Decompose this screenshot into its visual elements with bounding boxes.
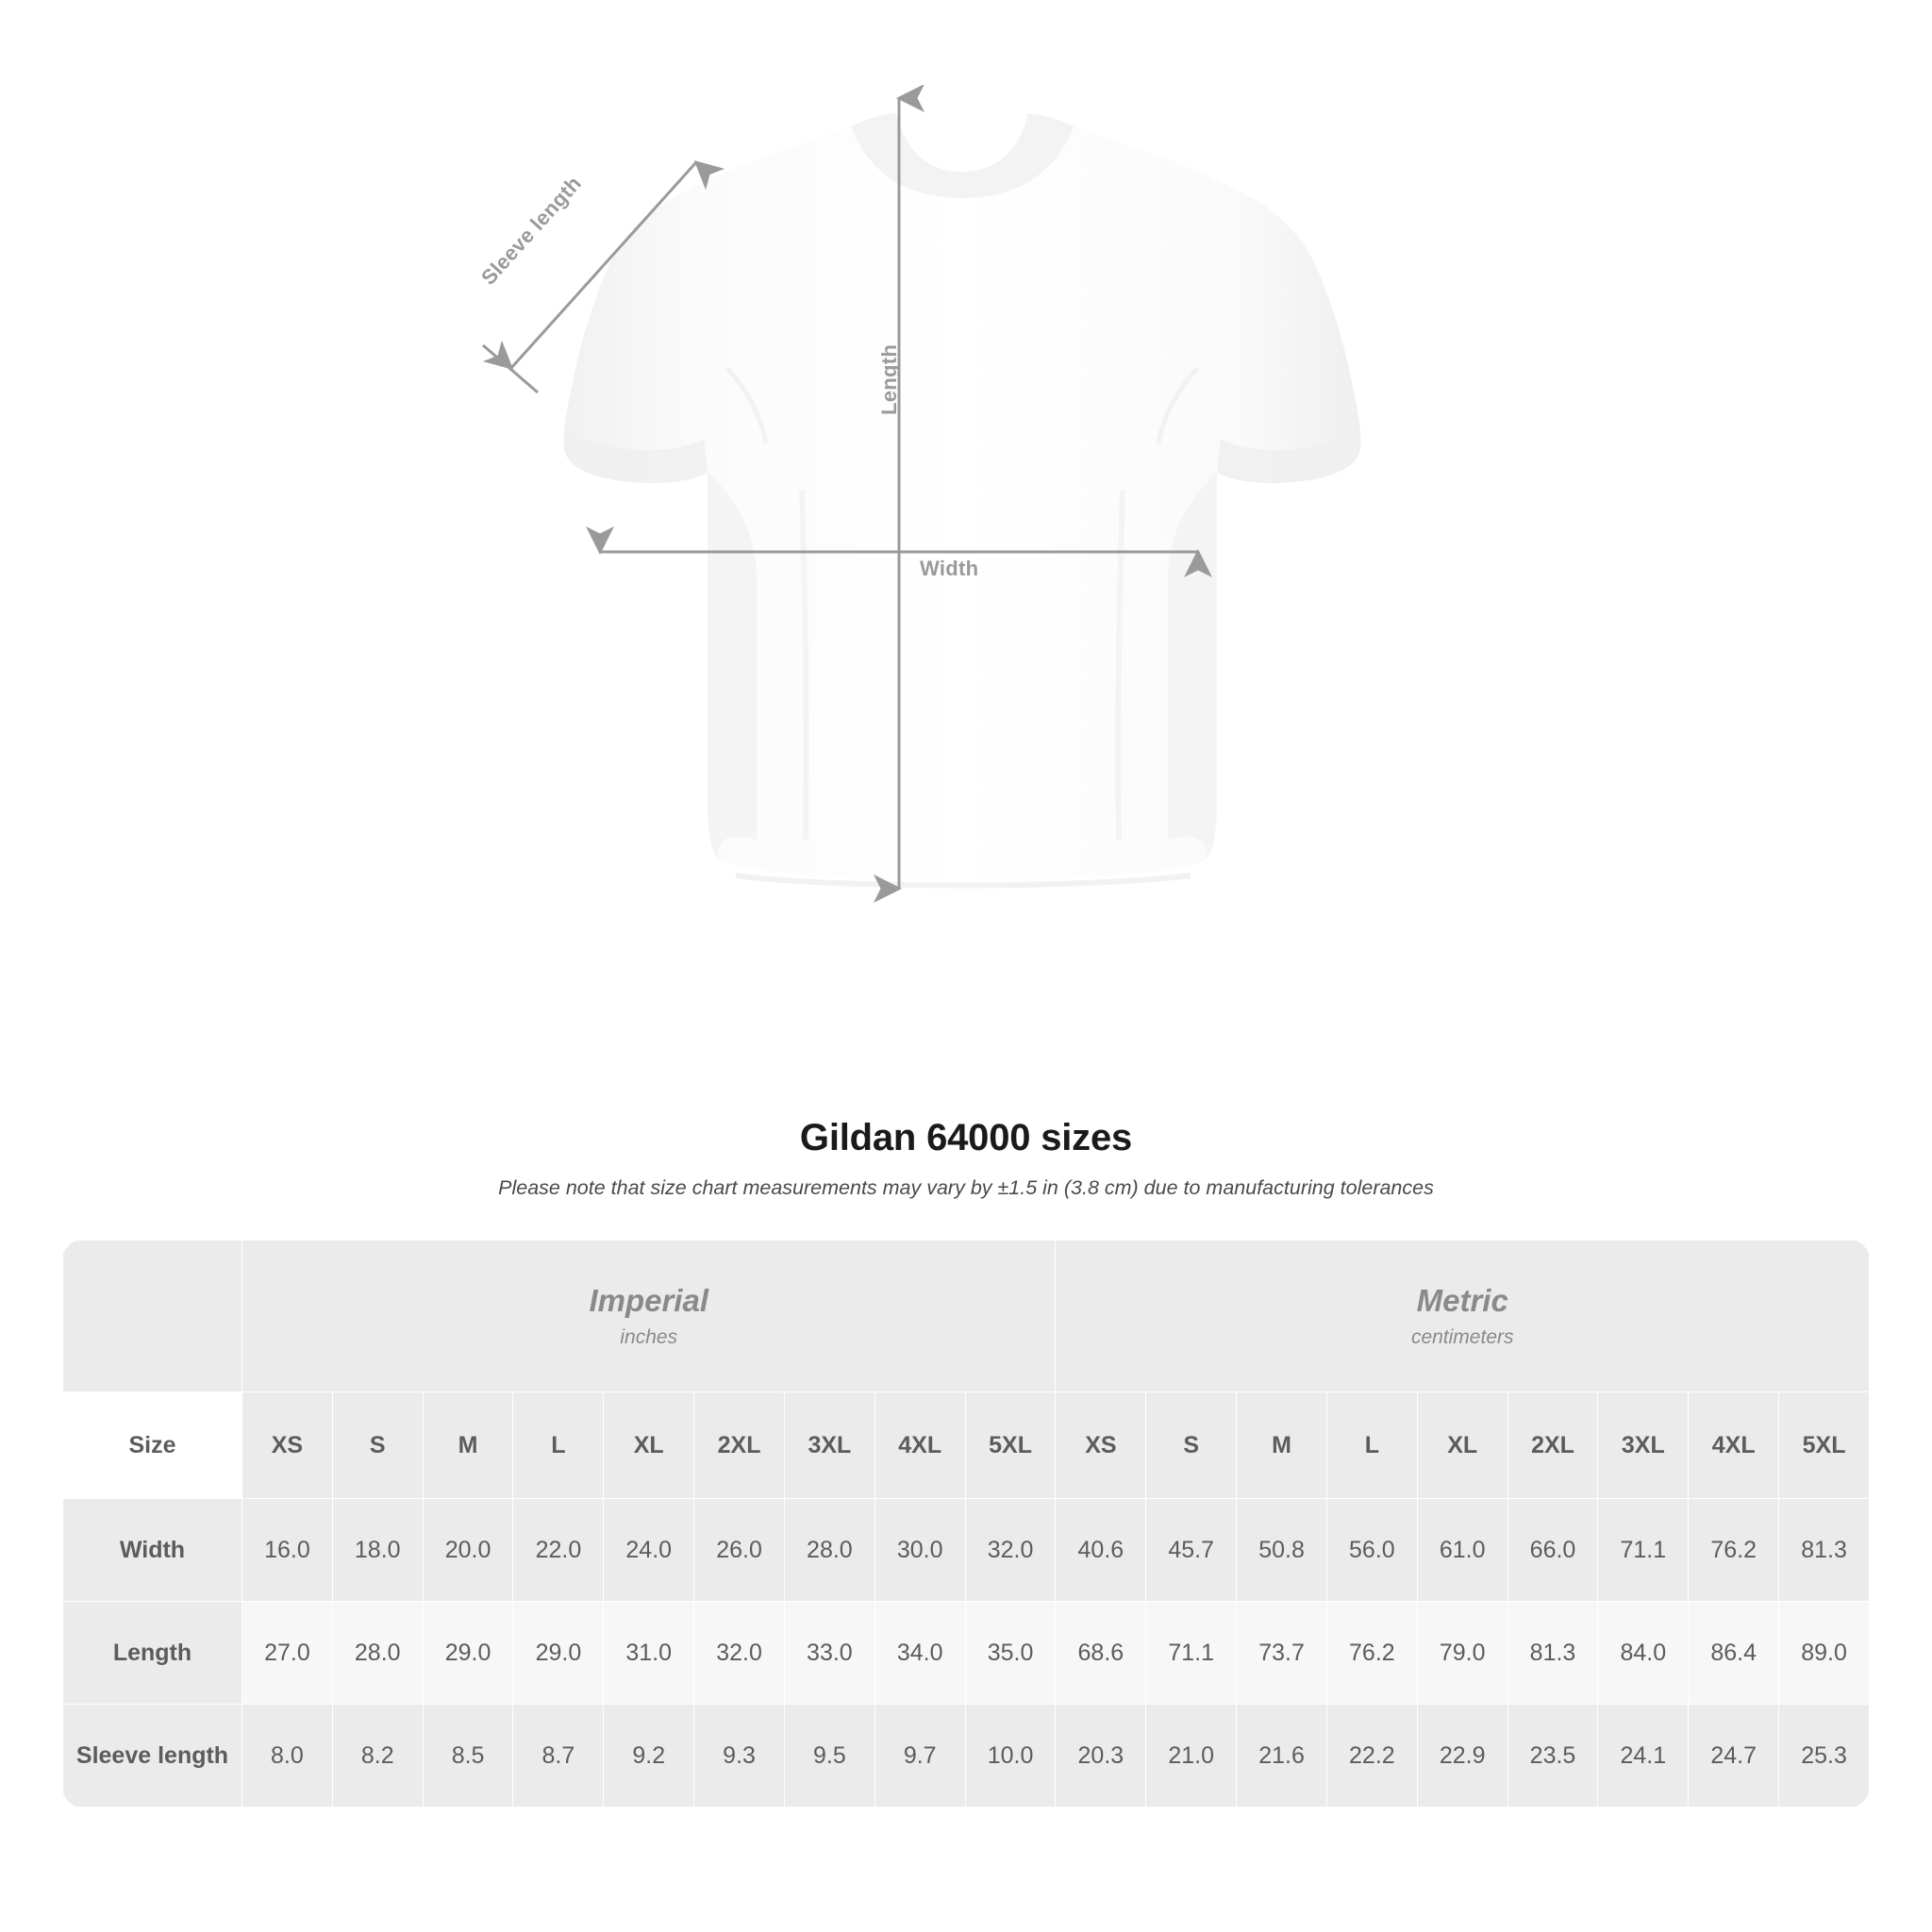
size-header-cell: L [513, 1392, 604, 1499]
size-header-cell: L [1326, 1392, 1417, 1499]
size-header-cell: XL [604, 1392, 694, 1499]
cell-sleeve: 9.5 [784, 1705, 874, 1807]
size-header-row [63, 1392, 1870, 1499]
size-header-cell: 3XL [1598, 1392, 1689, 1499]
cell-length: 28.0 [332, 1602, 423, 1705]
cell-length: 68.6 [1056, 1602, 1146, 1705]
unit-group-metric-name: Metric [1416, 1283, 1508, 1319]
unit-group-metric-sub: centimeters [1410, 1325, 1514, 1348]
cell-length: 81.3 [1507, 1602, 1598, 1705]
size-header-cell: S [332, 1392, 423, 1499]
cell-length: 32.0 [694, 1602, 785, 1705]
cell-sleeve: 8.7 [513, 1705, 604, 1807]
cell-width: 30.0 [874, 1499, 965, 1602]
cell-width: 16.0 [242, 1499, 333, 1602]
table-row [63, 1705, 1870, 1807]
size-header-cell: 5XL [965, 1392, 1056, 1499]
unit-header-spacer [63, 1241, 242, 1392]
sleeve-arrow [511, 162, 696, 368]
size-header-cell: 4XL [1689, 1392, 1779, 1499]
cell-width: 81.3 [1779, 1499, 1870, 1602]
sleeve-cap-lower [483, 345, 538, 392]
cell-length: 86.4 [1689, 1602, 1779, 1705]
cell-sleeve: 9.3 [694, 1705, 785, 1807]
unit-group-imperial-sub: inches [620, 1325, 678, 1348]
cell-width: 28.0 [784, 1499, 874, 1602]
unit-header-row [63, 1241, 1870, 1392]
size-header-cell: S [1146, 1392, 1237, 1499]
cell-sleeve: 20.3 [1056, 1705, 1146, 1807]
table-row [63, 1602, 1870, 1705]
size-header-cell: M [423, 1392, 513, 1499]
cell-width: 45.7 [1146, 1499, 1237, 1602]
cell-width: 20.0 [423, 1499, 513, 1602]
title-block [0, 1117, 1932, 1200]
cell-sleeve: 21.0 [1146, 1705, 1237, 1807]
size-header-cell: XS [1056, 1392, 1146, 1499]
page-title: Gildan 64000 sizes [799, 1117, 1133, 1158]
cell-sleeve: 22.9 [1417, 1705, 1507, 1807]
cell-sleeve: 8.2 [332, 1705, 423, 1807]
size-header-cell: 5XL [1779, 1392, 1870, 1499]
size-table-wrapper [62, 1240, 1870, 1807]
cell-width: 66.0 [1507, 1499, 1598, 1602]
cell-sleeve: 23.5 [1507, 1705, 1598, 1807]
table-row [63, 1499, 1870, 1602]
width-label: Width [920, 557, 979, 580]
tolerance-note: Please note that size chart measurements may vary by ±1.5 in (3.8 cm) due to manufacturing tolerances [498, 1176, 1434, 1199]
cell-length: 79.0 [1417, 1602, 1507, 1705]
cell-length: 29.0 [513, 1602, 604, 1705]
cell-width: 40.6 [1056, 1499, 1146, 1602]
length-label: Length [877, 343, 901, 415]
size-header-cell: 3XL [784, 1392, 874, 1499]
cell-width: 76.2 [1689, 1499, 1779, 1602]
size-header-cell: M [1237, 1392, 1327, 1499]
cell-length: 34.0 [874, 1602, 965, 1705]
cell-length: 89.0 [1779, 1602, 1870, 1705]
size-header-cell: 4XL [874, 1392, 965, 1499]
cell-sleeve: 9.7 [874, 1705, 965, 1807]
cell-length: 71.1 [1146, 1602, 1237, 1705]
cell-sleeve: 25.3 [1779, 1705, 1870, 1807]
cell-length: 31.0 [604, 1602, 694, 1705]
size-header-cell: XL [1417, 1392, 1507, 1499]
cell-width: 61.0 [1417, 1499, 1507, 1602]
row-label-width: Width [63, 1499, 242, 1602]
size-header-label: Size [63, 1392, 242, 1499]
cell-length: 73.7 [1237, 1602, 1327, 1705]
row-label-sleeve-length: Sleeve length [63, 1705, 242, 1807]
cell-length: 35.0 [965, 1602, 1056, 1705]
cell-width: 32.0 [965, 1499, 1056, 1602]
size-header-cell: XS [242, 1392, 333, 1499]
cell-length: 84.0 [1598, 1602, 1689, 1705]
cell-width: 24.0 [604, 1499, 694, 1602]
cell-length: 27.0 [242, 1602, 333, 1705]
cell-width: 56.0 [1326, 1499, 1417, 1602]
cell-sleeve: 10.0 [965, 1705, 1056, 1807]
unit-group-metric [1056, 1241, 1870, 1392]
cell-sleeve: 8.0 [242, 1705, 333, 1807]
unit-group-imperial-name: Imperial [589, 1283, 708, 1319]
cell-width: 22.0 [513, 1499, 604, 1602]
cell-sleeve: 8.5 [423, 1705, 513, 1807]
cell-sleeve: 21.6 [1237, 1705, 1327, 1807]
cell-width: 50.8 [1237, 1499, 1327, 1602]
cell-width: 26.0 [694, 1499, 785, 1602]
cell-length: 76.2 [1326, 1602, 1417, 1705]
cell-length: 33.0 [784, 1602, 874, 1705]
size-table [62, 1240, 1870, 1807]
unit-group-imperial [242, 1241, 1056, 1392]
cell-sleeve: 22.2 [1326, 1705, 1417, 1807]
cell-sleeve: 9.2 [604, 1705, 694, 1807]
cell-sleeve: 24.7 [1689, 1705, 1779, 1807]
cell-width: 71.1 [1598, 1499, 1689, 1602]
size-header-cell: 2XL [1507, 1392, 1598, 1499]
row-label-length: Length [63, 1602, 242, 1705]
measurement-arrows [425, 85, 1368, 1047]
cell-sleeve: 24.1 [1598, 1705, 1689, 1807]
sleeve-length-label: Sleeve length [476, 171, 587, 290]
size-header-cell: 2XL [694, 1392, 785, 1499]
cell-width: 18.0 [332, 1499, 423, 1602]
cell-length: 29.0 [423, 1602, 513, 1705]
